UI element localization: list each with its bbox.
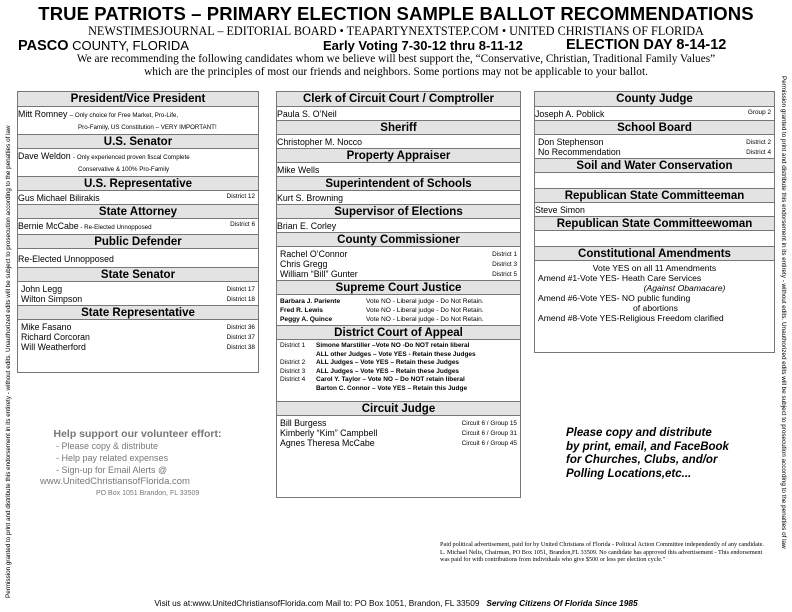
district-label: District 18 <box>226 296 255 303</box>
early-voting: Early Voting 7-30-12 thru 8-11-12 <box>323 38 523 53</box>
candidate-name: William “Bill” Gunter <box>280 269 358 279</box>
district-label: District 4 <box>746 149 771 156</box>
candidate-name: Will Weatherford <box>21 342 86 352</box>
appraiser-entry <box>277 163 520 176</box>
district-label: Circuit 6 / Group 31 <box>461 429 517 437</box>
list-item <box>277 438 520 448</box>
appeal-text: ALL Judges – Vote YES – Retain these Judges <box>316 359 460 367</box>
rep-entry <box>18 191 258 204</box>
district-label: District 5 <box>492 271 517 278</box>
list-item <box>277 249 520 259</box>
candidate-name: Brian E. Corley <box>277 221 337 231</box>
judge-vote: Vote NO - Liberal judge - Do Not Retain. <box>366 316 484 323</box>
amend-line: (Against Obamacare) <box>643 283 726 293</box>
appeal-text: Barton C. Connor – Vote YES – Retain this Judge <box>316 384 468 392</box>
state-rep-list <box>18 320 258 353</box>
attorney-entry <box>18 219 258 234</box>
candidate-name: Re-Elected Unnopposed <box>18 254 114 264</box>
distribute-line: Please copy and distribute <box>566 427 712 439</box>
district-label: District 6 <box>230 221 255 228</box>
district-label: Circuit 6 / Group 15 <box>461 419 517 427</box>
section-school-board: School Board <box>535 120 774 135</box>
list-item <box>535 137 774 147</box>
county-name: PASCO <box>18 38 69 54</box>
section-sheriff: Sheriff <box>277 120 520 135</box>
appeal-text: Carol Y. Taylor – Vote NO – Do NOT retain liberal <box>316 376 465 384</box>
district-label: District 1 <box>280 342 306 349</box>
section-elections: Supervisor of Elections <box>277 204 520 219</box>
candidate-name: No Recommendation <box>538 147 621 157</box>
sheriff-entry <box>277 135 520 148</box>
list-item <box>18 322 258 332</box>
schools-entry <box>277 191 520 204</box>
appeal-list <box>277 340 520 395</box>
section-president: President/Vice President <box>18 92 258 107</box>
commissioner-list <box>277 247 520 280</box>
help-po-box: PO Box 1051 Brandon, FL 33509 <box>96 490 200 497</box>
appeal-text: ALL other Judges – Vote YES - Retain these Judges <box>316 350 476 358</box>
distribute-line: Polling Locations,etc... <box>566 467 692 480</box>
candidate-note: – Only choice for Free Market, Pro-Life, <box>69 112 179 119</box>
district-label: District 3 <box>492 261 517 268</box>
list-item <box>277 297 520 306</box>
list-item <box>277 359 520 368</box>
committeewoman-blank <box>535 231 774 246</box>
footer-serving: Serving Citizens Of Florida Since 1985 <box>486 598 638 608</box>
district-label: District 3 <box>280 367 306 375</box>
list-item <box>277 315 520 324</box>
candidate-name: Mitt Romney <box>18 109 68 119</box>
footer <box>0 598 792 608</box>
section-state-senator: State Senator <box>18 267 258 282</box>
section-soil-water: Soil and Water Conservation <box>535 158 774 173</box>
soil-water-blank <box>535 173 774 188</box>
list-item <box>277 385 520 394</box>
section-us-rep: U.S. Representative <box>18 176 258 191</box>
list-item <box>277 428 520 438</box>
district-label: District 36 <box>226 324 255 331</box>
list-item <box>535 147 774 157</box>
section-circuit-judge: Circuit Judge <box>277 401 520 416</box>
candidate-name: Paula S. O’Neil <box>277 109 337 119</box>
candidate-name: Richard Corcoran <box>21 332 90 342</box>
candidate-note: - Only experienced proven fiscal Complete <box>73 154 190 161</box>
circuit-list <box>277 416 520 449</box>
candidate-name: Mike Fasano <box>21 322 72 332</box>
candidate-name: Dave Weldon <box>18 151 71 161</box>
district-label: District 2 <box>280 359 306 367</box>
section-commissioner: County Commissioner <box>277 232 520 247</box>
president-entry <box>18 107 258 134</box>
side-notice-left: Permission granted to print and distribute this endorsement in its entirety - without edits. Unauthorized edits will be subject to prosecution according to the penalties of law <box>5 125 12 598</box>
candidate-name: Don Stephenson <box>538 137 604 147</box>
supreme-list <box>277 295 520 325</box>
section-schools: Superintendent of Schools <box>277 176 520 191</box>
committeeman-entry <box>535 203 774 216</box>
list-item <box>277 306 520 315</box>
district-label: Group 2 <box>747 109 771 116</box>
candidate-name: Rachel O’Connor <box>280 249 348 259</box>
senator-entry <box>18 149 258 176</box>
clerk-entry <box>277 107 520 120</box>
side-notice-right: Permission granted to print and distribute this endorsement in its entirety - without edits. Unauthorized edits will be subject to prosecution according to the penalties of law <box>780 76 787 549</box>
footer-contact: Visit us at:www.UnitedChristiansofFlorida.com Mail to: PO Box 1051, Brandon, FL 33509 <box>154 598 480 608</box>
appeal-text: Simone Marstiller –Vote NO -Do NOT retain liberal <box>316 342 470 349</box>
candidate-name: Wilton Simpson <box>21 294 83 304</box>
county-line <box>18 38 189 54</box>
intro-line-2: which are the principles of most our friends and neighbors. Some portions may not be applicable to your ballot. <box>144 66 648 78</box>
list-item <box>277 376 520 385</box>
district-label: District 2 <box>746 139 771 146</box>
section-state-committeewoman: Republican State Committeewoman <box>535 216 774 231</box>
county-judge-entry <box>535 107 774 120</box>
candidate-name: Mike Wells <box>277 165 320 175</box>
elections-entry <box>277 219 520 232</box>
list-item <box>18 294 258 304</box>
candidate-note: Pro-Family, US Constitution – VERY IMPORTANT! <box>78 124 217 131</box>
county-suffix: COUNTY, FLORIDA <box>72 38 189 53</box>
section-state-rep: State Representative <box>18 305 258 320</box>
list-item <box>277 259 520 269</box>
help-title: Help support our volunteer effort: <box>53 428 222 440</box>
election-day: ELECTION DAY 8-14-12 <box>566 37 727 53</box>
legal-disclaimer: Paid political advertisement, paid for by United Christians of Florida - Political Action Committee independently of any candidate. L. Michael Nelis, Chairman, PO Box 1051, Brandon,FL 33509. No candidate has approved this advertisement - This endorsement was paid for with contributions from individuals who give $500 or less per election cycle." <box>440 541 764 564</box>
amend-line: Vote YES on all 11 Amendments <box>592 263 717 273</box>
distribute-line: by print, email, and FaceBook <box>566 440 729 453</box>
ballot-subtitle: NEWSTIMESJOURNAL – EDITORIAL BOARD • TEAPARTYNEXTSTEP.COM • UNITED CHRISTIANS OF FLORIDA <box>88 24 704 38</box>
amendments-block <box>535 261 774 325</box>
candidate-name: Christopher M. Nocco <box>277 137 363 147</box>
judge-name: Barbara J. Pariente <box>280 298 341 305</box>
candidate-note: Conservative & 100% Pro-Family <box>78 166 170 173</box>
candidate-name: Joseph A. Poblick <box>535 109 605 119</box>
judge-vote: Vote NO - Liberal judge - Do Not Retain. <box>366 298 484 305</box>
judge-name: Fred R. Lewis <box>280 307 323 314</box>
judge-name: Peggy A. Quince <box>280 316 333 323</box>
candidate-name: Kurt S. Browning <box>277 193 344 203</box>
list-item <box>277 418 520 428</box>
middle-column <box>276 91 521 498</box>
amend-line: of abortions <box>633 303 678 313</box>
section-us-senator: U.S. Senator <box>18 134 258 149</box>
district-label: District 38 <box>226 344 255 351</box>
amend-line: Amend #6-Vote YES- NO public funding <box>538 293 691 303</box>
intro-text <box>0 53 792 79</box>
help-line: - Help pay related expenses <box>56 453 169 463</box>
right-column <box>534 91 775 353</box>
candidate-name: Agnes Theresa McCabe <box>280 437 375 448</box>
amend-line: Amend #1-Vote YES- Heath Care Services <box>538 273 702 283</box>
left-column <box>17 91 259 373</box>
help-line: - Please copy & distribute <box>56 441 159 451</box>
candidate-note: - Re-Elected Unnopposed <box>78 224 152 231</box>
candidate-name: Bernie McCabe <box>18 221 79 231</box>
appeal-text: ALL Judges – Vote YES – Retain these Judges <box>316 367 460 375</box>
candidate-name: John Legg <box>21 284 63 294</box>
district-label: District 12 <box>226 193 255 200</box>
candidate-name: Steve Simon <box>535 205 585 215</box>
ballot-title: TRUE PATRIOTS – PRIMARY ELECTION SAMPLE BALLOT RECOMMENDATIONS <box>38 3 754 24</box>
list-item <box>18 342 258 352</box>
district-label: District 17 <box>226 286 255 293</box>
section-public-defender: Public Defender <box>18 234 258 249</box>
defender-entry <box>18 249 258 265</box>
list-item <box>18 284 258 294</box>
list-item <box>277 368 520 377</box>
candidate-name: Kimberly “Kim” Campbell <box>280 427 378 438</box>
judge-vote: Vote NO - Liberal judge - Do Not Retain. <box>366 307 484 314</box>
distribute-line: for Churches, Clubs, and/or <box>566 454 718 466</box>
list-item <box>277 269 520 279</box>
help-support-block <box>40 428 235 500</box>
list-item <box>277 351 520 360</box>
district-label: District 4 <box>280 376 306 384</box>
list-item <box>18 332 258 342</box>
help-line: - Sign-up for Email Alerts @ <box>56 465 168 475</box>
intro-line-1: We are recommending the following candidates whom we believe will best support the, “Conservative, Christian, Traditional Family Values” <box>76 53 716 65</box>
district-label: Circuit 6 / Group 45 <box>461 439 517 447</box>
school-board-list <box>535 135 774 158</box>
state-senator-list <box>18 282 258 305</box>
district-label: District 1 <box>492 251 517 258</box>
section-state-committeeman: Republican State Committeeman <box>535 188 774 203</box>
section-amendments: Constitutional Amendments <box>535 246 774 261</box>
list-item <box>277 342 520 351</box>
section-county-judge: County Judge <box>535 92 774 107</box>
section-appraiser: Property Appraiser <box>277 148 520 163</box>
district-label: District 37 <box>226 334 255 341</box>
section-clerk: Clerk of Circuit Court / Comptroller <box>277 92 520 107</box>
candidate-name: Gus Michael Bilirakis <box>18 193 100 203</box>
amend-line: Amend #8-Vote YES-Religious Freedom clarified <box>538 313 724 323</box>
help-website: www.UnitedChristiansofFlorida.com <box>40 476 190 487</box>
candidate-name: Bill Burgess <box>280 417 327 428</box>
candidate-name: Chris Gregg <box>280 259 328 269</box>
section-state-attorney: State Attorney <box>18 204 258 219</box>
section-supreme-court: Supreme Court Justice <box>277 280 520 295</box>
section-appeal: District Court of Appeal <box>277 325 520 340</box>
distribute-note <box>566 427 729 481</box>
